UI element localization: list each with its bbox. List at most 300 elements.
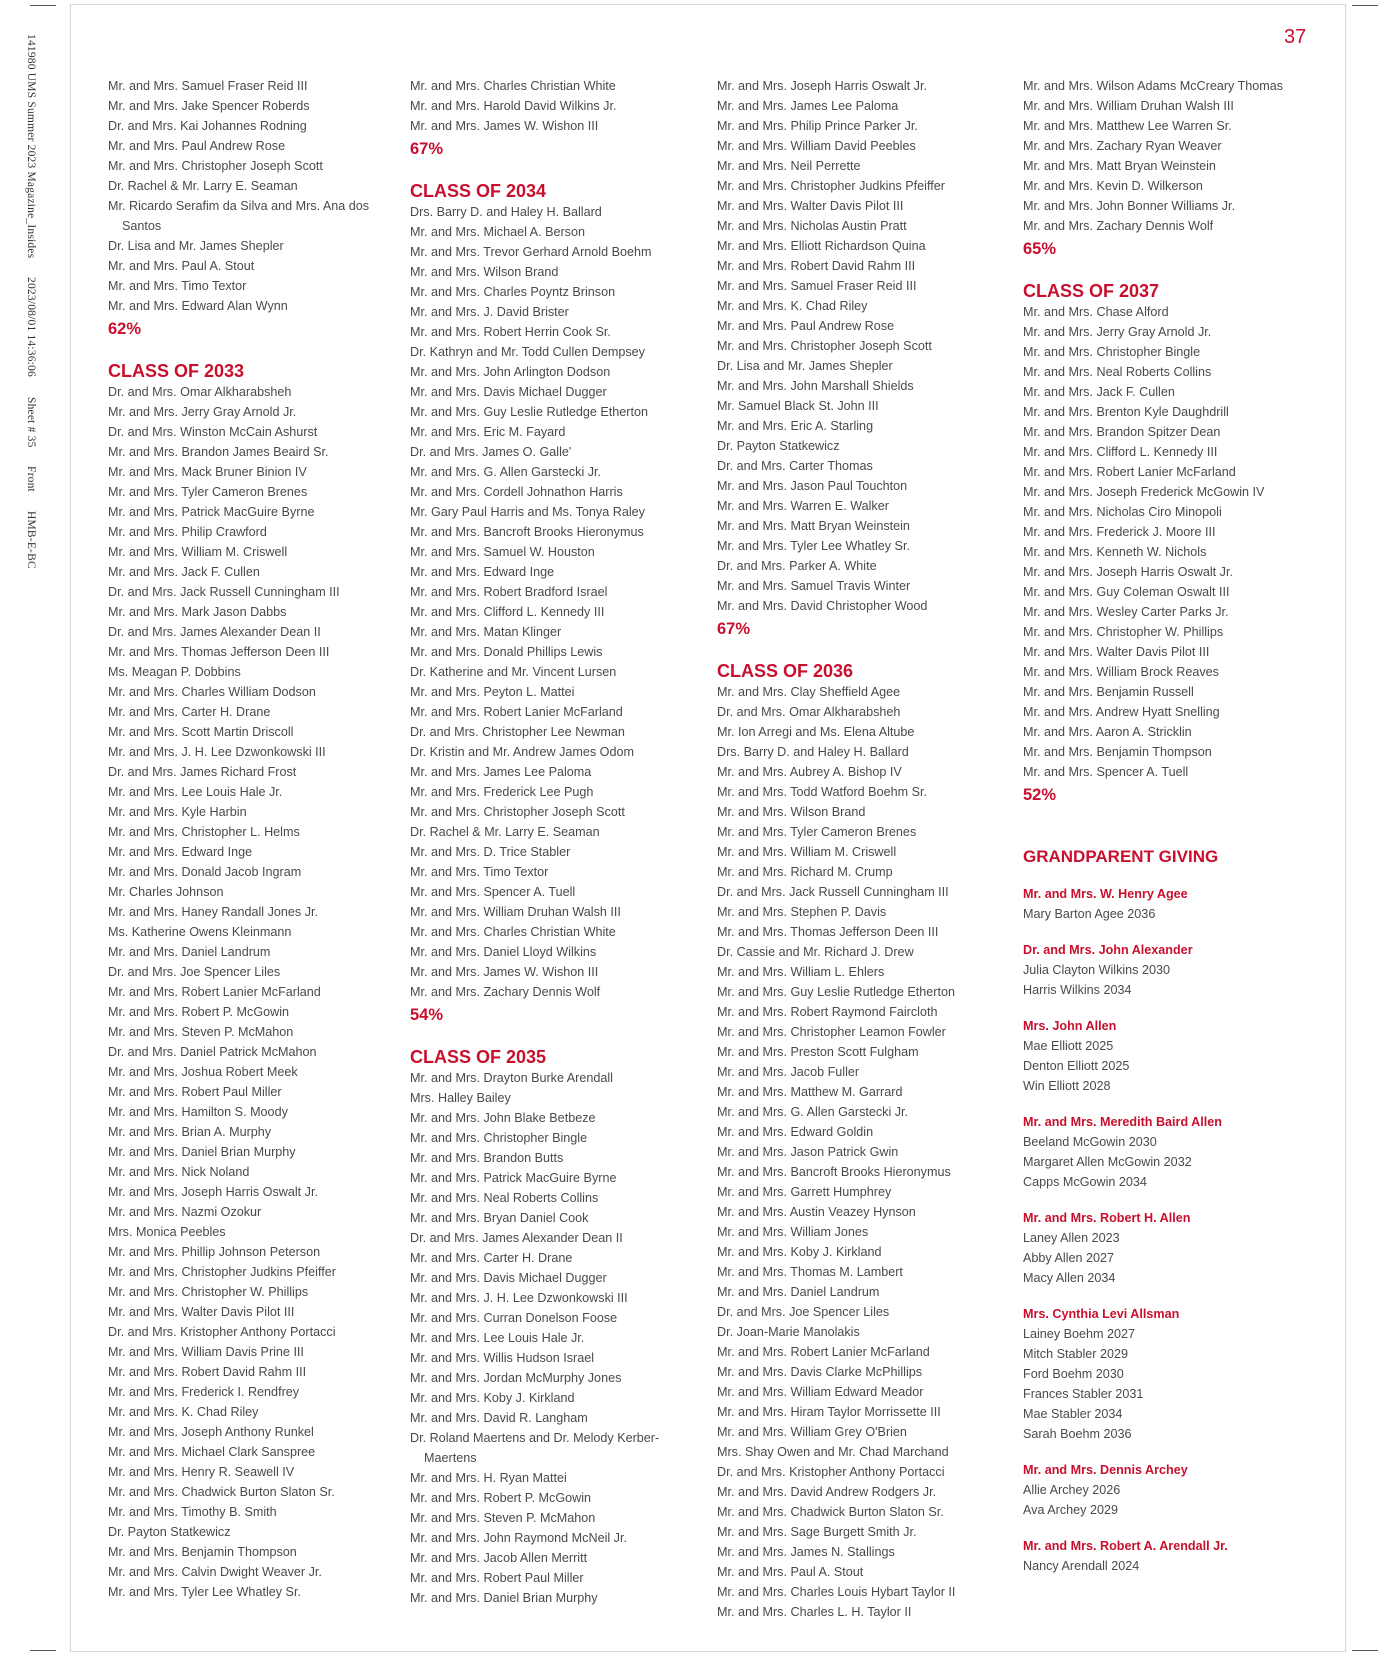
- list-item: Mr. and Mrs. Kenneth W. Nichols: [1023, 545, 1207, 559]
- list-item: Dr. and Mrs. Omar Alkharabsheh: [108, 385, 292, 399]
- grandchild-name: Ford Boehm 2030: [1023, 1367, 1124, 1381]
- list-item: Mr. and Mrs. Scott Martin Driscoll: [108, 725, 294, 739]
- list-item: Dr. Joan-Marie Manolakis: [717, 1325, 860, 1339]
- slug-sheet: Sheet # 35: [25, 396, 37, 448]
- list-item: Mr. and Mrs. Wilson Brand: [717, 805, 866, 819]
- list-item: Mr. and Mrs. Guy Coleman Oswalt III: [1023, 585, 1230, 599]
- grandparent-donor: Mr. and Mrs. Robert A. Arendall Jr.: [1023, 1539, 1228, 1553]
- list-item: Mr. and Mrs. Warren E. Walker: [717, 499, 889, 513]
- crop-mark: [1352, 1650, 1378, 1651]
- list-item: Mr. and Mrs. Patrick MacGuire Byrne: [410, 1171, 617, 1185]
- list-item: Mr. and Mrs. Richard M. Crump: [717, 865, 893, 879]
- list-item: Mr. and Mrs. Brandon Spitzer Dean: [1023, 425, 1221, 439]
- list-item: Mr. and Mrs. Samuel Travis Winter: [717, 579, 911, 593]
- list-item: Mr. and Mrs. Samuel Fraser Reid III: [108, 79, 308, 93]
- name-list-2036: [717, 682, 1017, 1622]
- slug-side: Front: [25, 466, 37, 493]
- list-item: Mr. and Mrs. Trevor Gerhard Arnold Boehm: [410, 245, 652, 259]
- participation-percent: 67%: [410, 140, 444, 158]
- list-item: Mr. and Mrs. Spencer A. Tuell: [1023, 765, 1189, 779]
- grandparent-donor: Mr. and Mrs. Meredith Baird Allen: [1023, 1115, 1222, 1129]
- list-item: Mr. and Mrs. Paul Andrew Rose: [108, 139, 286, 153]
- list-item: Mr. and Mrs. Tyler Lee Whatley Sr.: [108, 1585, 301, 1599]
- list-item: Mr. and Mrs. Robert David Rahm III: [108, 1365, 307, 1379]
- grandchild-name: Macy Allen 2034: [1023, 1271, 1116, 1285]
- participation-percent: 65%: [1023, 240, 1057, 258]
- list-item: Dr. and Mrs. Jack Russell Cunningham III: [717, 885, 949, 899]
- list-item: Mr. and Mrs. Michael Clark Sanspree: [108, 1445, 316, 1459]
- list-item: Mr. and Mrs. Benjamin Thompson: [1023, 745, 1212, 759]
- name-list: [717, 76, 1017, 616]
- list-item: Mr. and Mrs. K. Chad Riley: [108, 1405, 259, 1419]
- list-item: Mr. and Mrs. Walter Davis Pilot III: [717, 199, 904, 213]
- list-item: Mr. and Mrs. Steven P. McMahon: [108, 1025, 294, 1039]
- grandparent-giving-heading: GRANDPARENT GIVING: [1023, 847, 1219, 866]
- list-item: Dr. Kristin and Mr. Andrew James Odom: [410, 745, 634, 759]
- list-item: Mr. and Mrs. Frederick I. Rendfrey: [108, 1385, 300, 1399]
- list-item: Mr. and Mrs. Charles William Dodson: [108, 685, 316, 699]
- list-item: Mr. and Mrs. Patrick MacGuire Byrne: [108, 505, 315, 519]
- list-item: Mr. and Mrs. Calvin Dwight Weaver Jr.: [108, 1565, 322, 1579]
- list-item: Mr. and Mrs. Joseph Harris Oswalt Jr.: [108, 1185, 318, 1199]
- list-item: Mr. Charles Johnson: [108, 885, 224, 899]
- grandparent-donor: Mrs. Cynthia Levi Allsman: [1023, 1307, 1180, 1321]
- list-item: Santos: [122, 219, 162, 233]
- list-item: Mr. and Mrs. Charles Christian White: [410, 79, 616, 93]
- list-item: Mr. and Mrs. Koby J. Kirkland: [717, 1245, 882, 1259]
- list-item: Mr. and Mrs. Wilson Brand: [410, 265, 559, 279]
- list-item: Mr. and Mrs. Carter H. Drane: [108, 705, 271, 719]
- list-item: Dr. Kathryn and Mr. Todd Cullen Dempsey: [410, 345, 645, 359]
- list-item: Mr. and Mrs. Drayton Burke Arendall: [410, 1071, 613, 1085]
- list-item: Mr. and Mrs. Mark Jason Dabbs: [108, 605, 287, 619]
- grandparent-entry: [1023, 1016, 1323, 1096]
- grandchild-name: Mary Barton Agee 2036: [1023, 907, 1156, 921]
- list-item: Mr. and Mrs. Elliott Richardson Quina: [717, 239, 926, 253]
- list-item: Maertens: [424, 1451, 477, 1465]
- list-item: Mr. and Mrs. Nicholas Ciro Minopoli: [1023, 505, 1222, 519]
- list-item: Mr. and Mrs. Robert Lanier McFarland: [717, 1345, 930, 1359]
- list-item: Mr. and Mrs. Hamilton S. Moody: [108, 1105, 288, 1119]
- list-item: Mr. and Mrs. Nazmi Ozokur: [108, 1205, 262, 1219]
- list-item: Mr. and Mrs. Davis Michael Dugger: [410, 385, 607, 399]
- list-item: Mr. and Mrs. Clifford L. Kennedy III: [410, 605, 605, 619]
- grandchild-name: Ava Archey 2029: [1023, 1503, 1118, 1517]
- list-item: Dr. Lisa and Mr. James Shepler: [108, 239, 284, 253]
- list-item: Mr. and Mrs. Christopher Judkins Pfeiffer: [717, 179, 945, 193]
- list-item: Dr. and Mrs. James Richard Frost: [108, 765, 297, 779]
- list-item: Mr. and Mrs. Jake Spencer Roberds: [108, 99, 310, 113]
- grandparent-donor: Dr. and Mrs. John Alexander: [1023, 943, 1193, 957]
- list-item: Mr. and Mrs. Joseph Harris Oswalt Jr.: [717, 79, 927, 93]
- grandparent-entry: [1023, 884, 1323, 924]
- list-item: Mr. and Mrs. Samuel Fraser Reid III: [717, 279, 917, 293]
- grandchild-name: Frances Stabler 2031: [1023, 1387, 1144, 1401]
- list-item: Dr. and Mrs. Daniel Patrick McMahon: [108, 1045, 317, 1059]
- list-item: Mr. and Mrs. Neal Roberts Collins: [1023, 365, 1212, 379]
- list-item: Mr. and Mrs. Bancroft Brooks Hieronymus: [717, 1165, 951, 1179]
- list-item: Mr. and Mrs. Frederick Lee Pugh: [410, 785, 594, 799]
- list-item: Dr. Rachel & Mr. Larry E. Seaman: [108, 179, 298, 193]
- list-item: Mr. and Mrs. Henry R. Seawell IV: [108, 1465, 295, 1479]
- list-item: Dr. Katherine and Mr. Vincent Lursen: [410, 665, 617, 679]
- list-item: Mr. and Mrs. Edward Inge: [108, 845, 253, 859]
- list-item: Mr. and Mrs. Chase Alford: [1023, 305, 1169, 319]
- list-item: Mr. and Mrs. Kyle Harbin: [108, 805, 247, 819]
- list-item: Mr. and Mrs. G. Allen Garstecki Jr.: [717, 1105, 909, 1119]
- list-item: Dr. Lisa and Mr. James Shepler: [717, 359, 893, 373]
- list-item: Mr. and Mrs. Philip Prince Parker Jr.: [717, 119, 918, 133]
- list-item: Mr. and Mrs. Michael A. Berson: [410, 225, 585, 239]
- page-number: 37: [1284, 26, 1307, 48]
- list-item: Mr. and Mrs. Wilson Adams McCreary Thomas: [1023, 79, 1284, 93]
- list-item: Mrs. Halley Bailey: [410, 1091, 511, 1105]
- crop-mark: [30, 1650, 56, 1651]
- slug-code: HMB-E-BC: [25, 511, 37, 569]
- class-heading-2036: CLASS OF 2036: [717, 661, 854, 681]
- list-item: Mr. and Mrs. Bancroft Brooks Hieronymus: [410, 525, 644, 539]
- list-item: Mr. and Mrs. Matt Bryan Weinstein: [1023, 159, 1216, 173]
- list-item: Mr. and Mrs. Timo Textor: [108, 279, 247, 293]
- list-item: Mr. and Mrs. James W. Wishon III: [410, 119, 599, 133]
- list-item: Mr. and Mrs. Daniel Brian Murphy: [108, 1145, 296, 1159]
- list-item: Mr. and Mrs. Philip Crawford: [108, 525, 267, 539]
- list-item: Mr. and Mrs. Christopher Leamon Fowler: [717, 1025, 946, 1039]
- grandchild-name: Harris Wilkins 2034: [1023, 983, 1132, 997]
- list-item: Dr. and Mrs. Kristopher Anthony Portacci: [717, 1465, 945, 1479]
- list-item: Mr. and Mrs. Christopher Joseph Scott: [410, 805, 625, 819]
- list-item: Mr. and Mrs. Thomas Jefferson Deen III: [717, 925, 939, 939]
- list-item: Dr. and Mrs. Kristopher Anthony Portacci: [108, 1325, 336, 1339]
- list-item: Mr. Ricardo Serafim da Silva and Mrs. Ana dos: [108, 199, 370, 213]
- list-item: Mr. and Mrs. Daniel Landrum: [108, 945, 271, 959]
- list-item: Mr. and Mrs. James Lee Paloma: [410, 765, 592, 779]
- grandparent-entry: [1023, 1536, 1323, 1576]
- list-item: Mr. and Mrs. William David Peebles: [717, 139, 916, 153]
- grandchild-name: Allie Archey 2026: [1023, 1483, 1121, 1497]
- slug-timestamp: 2023/08/01 14:36:06: [25, 277, 37, 378]
- list-item: Mr. and Mrs. Frederick J. Moore III: [1023, 525, 1216, 539]
- list-item: Dr. and Mrs. James Alexander Dean II: [108, 625, 321, 639]
- list-item: Mr. and Mrs. David Andrew Rodgers Jr.: [717, 1485, 937, 1499]
- list-item: Dr. and Mrs. James O. Galle': [410, 445, 572, 459]
- name-list: [410, 76, 710, 136]
- list-item: Mr. and Mrs. Jerry Gray Arnold Jr.: [1023, 325, 1212, 339]
- list-item: Mr. and Mrs. Jason Paul Touchton: [717, 479, 908, 493]
- list-item: Mr. and Mrs. John Bonner Williams Jr.: [1023, 199, 1236, 213]
- list-item: Mrs. Monica Peebles: [108, 1225, 226, 1239]
- list-item: Mr. and Mrs. Jacob Fuller: [717, 1065, 860, 1079]
- list-item: Mr. and Mrs. Clay Sheffield Agee: [717, 685, 901, 699]
- list-item: Mr. and Mrs. Jacob Allen Merritt: [410, 1551, 588, 1565]
- list-item: Mr. and Mrs. Aubrey A. Bishop IV: [717, 765, 902, 779]
- list-item: Mr. and Mrs. Timo Textor: [410, 865, 549, 879]
- list-item: Mr. and Mrs. Andrew Hyatt Snelling: [1023, 705, 1220, 719]
- list-item: Mr. and Mrs. Nicholas Austin Pratt: [717, 219, 907, 233]
- print-slug: [15, 34, 37, 594]
- list-item: Mr. and Mrs. Carter H. Drane: [410, 1251, 573, 1265]
- participation-percent: 62%: [108, 320, 142, 338]
- name-list-2035: [410, 1068, 710, 1608]
- list-item: Dr. Payton Statkewicz: [717, 439, 840, 453]
- list-item: Mr. and Mrs. Guy Leslie Rutledge Etherton: [410, 405, 648, 419]
- participation-percent: 52%: [1023, 786, 1057, 804]
- list-item: Mr. and Mrs. Hiram Taylor Morrissette III: [717, 1405, 941, 1419]
- list-item: Mr. and Mrs. Zachary Dennis Wolf: [410, 985, 601, 999]
- list-item: Mr. and Mrs. Matt Bryan Weinstein: [717, 519, 910, 533]
- list-item: Mr. and Mrs. Tyler Lee Whatley Sr.: [717, 539, 910, 553]
- column-2: [410, 76, 710, 1608]
- list-item: Ms. Katherine Owens Kleinmann: [108, 925, 292, 939]
- list-item: Mr. and Mrs. Christopher W. Phillips: [108, 1285, 309, 1299]
- list-item: Mr. and Mrs. Lee Louis Hale Jr.: [108, 785, 283, 799]
- list-item: Mr. and Mrs. John Blake Betbeze: [410, 1111, 596, 1125]
- list-item: Mr. and Mrs. Jack F. Cullen: [1023, 385, 1175, 399]
- list-item: Mr. and Mrs. Walter Davis Pilot III: [1023, 645, 1210, 659]
- list-item: Mr. and Mrs. William L. Ehlers: [717, 965, 885, 979]
- list-item: Mr. and Mrs. Clifford L. Kennedy III: [1023, 445, 1218, 459]
- grandchild-name: Mae Stabler 2034: [1023, 1407, 1123, 1421]
- grandchild-name: Julia Clayton Wilkins 2030: [1023, 963, 1170, 977]
- list-item: Mr. and Mrs. Robert Lanier McFarland: [108, 985, 321, 999]
- list-item: Mr. and Mrs. Christopher W. Phillips: [1023, 625, 1224, 639]
- slug-job: 141980 UMS Summer 2023 Magazine_Insides: [25, 34, 37, 259]
- list-item: Mr. and Mrs. Thomas Jefferson Deen III: [108, 645, 330, 659]
- list-item: Mr. and Mrs. Koby J. Kirkland: [410, 1391, 575, 1405]
- list-item: Mr. and Mrs. K. Chad Riley: [717, 299, 868, 313]
- list-item: Mr. and Mrs. Matthew M. Garrard: [717, 1085, 903, 1099]
- list-item: Mr. and Mrs. Robert Paul Miller: [410, 1571, 584, 1585]
- list-item: Mr. and Mrs. Tyler Cameron Brenes: [717, 825, 917, 839]
- list-item: Mr. and Mrs. Joseph Anthony Runkel: [108, 1425, 314, 1439]
- list-item: Dr. and Mrs. Parker A. White: [717, 559, 877, 573]
- grandchild-name: Denton Elliott 2025: [1023, 1059, 1130, 1073]
- list-item: Mr. and Mrs. Brandon Butts: [410, 1151, 564, 1165]
- list-item: Mr. and Mrs. Robert Lanier McFarland: [410, 705, 623, 719]
- grandchild-name: Capps McGowin 2034: [1023, 1175, 1147, 1189]
- list-item: Mr. and Mrs. James N. Stallings: [717, 1545, 895, 1559]
- list-item: Mr. and Mrs. Christopher L. Helms: [108, 825, 300, 839]
- list-item: Mr. and Mrs. Austin Veazey Hynson: [717, 1205, 916, 1219]
- list-item: Dr. and Mrs. Christopher Lee Newman: [410, 725, 625, 739]
- list-item: Mr. and Mrs. Robert Herrin Cook Sr.: [410, 325, 611, 339]
- grandchild-name: Margaret Allen McGowin 2032: [1023, 1155, 1192, 1169]
- list-item: Mr. and Mrs. Eric A. Starling: [717, 419, 874, 433]
- list-item: Dr. Roland Maertens and Dr. Melody Kerber-: [410, 1431, 660, 1445]
- list-item: Mr. and Mrs. Robert Lanier McFarland: [1023, 465, 1236, 479]
- list-item: Mr. and Mrs. Robert Bradford Israel: [410, 585, 608, 599]
- list-item: Mr. and Mrs. Donald Jacob Ingram: [108, 865, 302, 879]
- list-item: Mr. and Mrs. Steven P. McMahon: [410, 1511, 596, 1525]
- list-item: Mr. and Mrs. Benjamin Russell: [1023, 685, 1194, 699]
- list-item: Mr. and Mrs. Jason Patrick Gwin: [717, 1145, 899, 1159]
- list-item: Mr. and Mrs. Garrett Humphrey: [717, 1185, 892, 1199]
- list-item: Mr. and Mrs. John Raymond McNeil Jr.: [410, 1531, 627, 1545]
- list-item: Mr. and Mrs. Matthew Lee Warren Sr.: [1023, 119, 1232, 133]
- list-item: Dr. Payton Statkewicz: [108, 1525, 231, 1539]
- list-item: Mr. and Mrs. Willis Hudson Israel: [410, 1351, 595, 1365]
- list-item: Dr. Rachel & Mr. Larry E. Seaman: [410, 825, 600, 839]
- grandparent-entry: [1023, 1304, 1323, 1444]
- list-item: Mr. and Mrs. James W. Wishon III: [410, 965, 599, 979]
- list-item: Mr. and Mrs. William M. Criswell: [717, 845, 897, 859]
- list-item: Ms. Meagan P. Dobbins: [108, 665, 241, 679]
- list-item: Mr. and Mrs. Bryan Daniel Cook: [410, 1211, 589, 1225]
- list-item: Mr. and Mrs. Brian A. Murphy: [108, 1125, 272, 1139]
- list-item: Mr. and Mrs. Paul A. Stout: [717, 1565, 864, 1579]
- list-item: Mr. and Mrs. Stephen P. Davis: [717, 905, 887, 919]
- class-heading-2033: CLASS OF 2033: [108, 361, 245, 381]
- list-item: Drs. Barry D. and Haley H. Ballard: [410, 205, 602, 219]
- list-item: Mr. and Mrs. Phillip Johnson Peterson: [108, 1245, 321, 1259]
- grandchild-name: Lainey Boehm 2027: [1023, 1327, 1136, 1341]
- column-3: [717, 76, 1017, 1622]
- list-item: Mr. and Mrs. Edward Goldin: [717, 1125, 874, 1139]
- grandparent-entry: [1023, 940, 1323, 1000]
- list-item: Mr. and Mrs. Peyton L. Mattei: [410, 685, 575, 699]
- list-item: Mr. and Mrs. Lee Louis Hale Jr.: [410, 1331, 585, 1345]
- list-item: Mr. and Mrs. Joseph Harris Oswalt Jr.: [1023, 565, 1233, 579]
- list-item: Mr. and Mrs. Donald Phillips Lewis: [410, 645, 603, 659]
- list-item: Mr. and Mrs. Joshua Robert Meek: [108, 1065, 298, 1079]
- list-item: Mr. and Mrs. William Brock Reaves: [1023, 665, 1219, 679]
- list-item: Mr. and Mrs. J. H. Lee Dzwonkowski III: [410, 1291, 628, 1305]
- list-item: Mr. and Mrs. Eric M. Fayard: [410, 425, 566, 439]
- name-list: [1023, 76, 1323, 236]
- list-item: Mr. and Mrs. G. Allen Garstecki Jr.: [410, 465, 602, 479]
- list-item: Mr. and Mrs. William Davis Prine III: [108, 1345, 304, 1359]
- list-item: Mr. and Mrs. Christopher Bingle: [1023, 345, 1201, 359]
- list-item: Mr. and Mrs. Matan Klinger: [410, 625, 562, 639]
- list-item: Mr. and Mrs. Zachary Ryan Weaver: [1023, 139, 1222, 153]
- list-item: Mr. Ion Arregi and Ms. Elena Altube: [717, 725, 915, 739]
- list-item: Mr. and Mrs. Thomas M. Lambert: [717, 1265, 903, 1279]
- grandparent-donor: Mr. and Mrs. Robert H. Allen: [1023, 1211, 1191, 1225]
- list-item: Mr. and Mrs. Jordan McMurphy Jones: [410, 1371, 622, 1385]
- list-item: Mr. and Mrs. William M. Criswell: [108, 545, 288, 559]
- crop-mark: [30, 5, 56, 6]
- list-item: Dr. and Mrs. Omar Alkharabsheh: [717, 705, 901, 719]
- list-item: Mr. and Mrs. J. H. Lee Dzwonkowski III: [108, 745, 326, 759]
- list-item: Mr. and Mrs. Christopher Joseph Scott: [108, 159, 323, 173]
- list-item: Mr. and Mrs. Todd Watford Boehm Sr.: [717, 785, 927, 799]
- list-item: Mr. and Mrs. William Edward Meador: [717, 1385, 924, 1399]
- list-item: Mr. and Mrs. Haney Randall Jones Jr.: [108, 905, 318, 919]
- list-item: Mr. and Mrs. Preston Scott Fulgham: [717, 1045, 919, 1059]
- list-item: Mr. and Mrs. Charles Poyntz Brinson: [410, 285, 616, 299]
- list-item: Mr. and Mrs. Robert Raymond Faircloth: [717, 1005, 938, 1019]
- list-item: Mr. and Mrs. John Arlington Dodson: [410, 365, 611, 379]
- list-item: Mr. and Mrs. Timothy B. Smith: [108, 1505, 277, 1519]
- list-item: Mr. and Mrs. William Druhan Walsh III: [410, 905, 621, 919]
- list-item: Mr. and Mrs. Paul A. Stout: [108, 259, 255, 273]
- grandchild-name: Beeland McGowin 2030: [1023, 1135, 1157, 1149]
- name-list-2034: [410, 202, 710, 1002]
- list-item: Mr. and Mrs. Neil Perrette: [717, 159, 861, 173]
- list-item: Mr. and Mrs. Curran Donelson Foose: [410, 1311, 618, 1325]
- grandparent-entry: [1023, 1112, 1323, 1192]
- list-item: Mr. and Mrs. J. David Brister: [410, 305, 569, 319]
- grandchild-name: Mitch Stabler 2029: [1023, 1347, 1129, 1361]
- grandchild-name: Win Elliott 2028: [1023, 1079, 1111, 1093]
- list-item: Mr. and Mrs. Aaron A. Stricklin: [1023, 725, 1192, 739]
- list-item: Mr. and Mrs. James Lee Paloma: [717, 99, 899, 113]
- list-item: Mr. Samuel Black St. John III: [717, 399, 879, 413]
- list-item: Dr. and Mrs. Jack Russell Cunningham III: [108, 585, 340, 599]
- list-item: Mr. and Mrs. Nick Noland: [108, 1165, 250, 1179]
- list-item: Mr. and Mrs. David Christopher Wood: [717, 599, 928, 613]
- list-item: Mr. and Mrs. Harold David Wilkins Jr.: [410, 99, 617, 113]
- list-item: Mr. and Mrs. Christopher Joseph Scott: [717, 339, 932, 353]
- list-item: Drs. Barry D. and Haley H. Ballard: [717, 745, 909, 759]
- list-item: Mr. and Mrs. Neal Roberts Collins: [410, 1191, 599, 1205]
- list-item: Mr. and Mrs. D. Trice Stabler: [410, 845, 571, 859]
- list-item: Mr. and Mrs. Robert P. McGowin: [108, 1005, 290, 1019]
- list-item: Mr. and Mrs. Kevin D. Wilkerson: [1023, 179, 1203, 193]
- list-item: Mr. and Mrs. Chadwick Burton Slaton Sr.: [717, 1505, 944, 1519]
- list-item: Mr. and Mrs. Charles Christian White: [410, 925, 616, 939]
- list-item: Mr. and Mrs. William Druhan Walsh III: [1023, 99, 1234, 113]
- list-item: Mr. and Mrs. Samuel W. Houston: [410, 545, 595, 559]
- name-list-2037: [1023, 302, 1323, 782]
- grandchild-name: Nancy Arendall 2024: [1023, 1559, 1140, 1573]
- list-item: Mr. and Mrs. Charles L. H. Taylor II: [717, 1605, 912, 1619]
- list-item: Mr. and Mrs. Daniel Lloyd Wilkins: [410, 945, 597, 959]
- list-item: Mr. and Mrs. Christopher Bingle: [410, 1131, 588, 1145]
- crop-mark: [1352, 5, 1378, 6]
- grandchild-name: Abby Allen 2027: [1023, 1251, 1115, 1265]
- list-item: Mr. and Mrs. Robert David Rahm III: [717, 259, 916, 273]
- grandparent-list: [1023, 884, 1323, 1576]
- list-item: Mr. and Mrs. Robert P. McGowin: [410, 1491, 592, 1505]
- list-item: Mr. and Mrs. David R. Langham: [410, 1411, 588, 1425]
- class-heading-2034: CLASS OF 2034: [410, 181, 547, 201]
- list-item: Dr. Cassie and Mr. Richard J. Drew: [717, 945, 914, 959]
- list-item: Mr. and Mrs. Zachary Dennis Wolf: [1023, 219, 1214, 233]
- grandchild-name: Sarah Boehm 2036: [1023, 1427, 1132, 1441]
- list-item: Dr. and Mrs. Carter Thomas: [717, 459, 873, 473]
- list-item: Mr. Gary Paul Harris and Ms. Tonya Raley: [410, 505, 645, 519]
- column-4: [1023, 76, 1323, 1576]
- grandparent-donor: Mrs. John Allen: [1023, 1019, 1117, 1033]
- list-item: Mr. and Mrs. Daniel Landrum: [717, 1285, 880, 1299]
- list-item: Mr. and Mrs. Davis Clarke McPhillips: [717, 1365, 923, 1379]
- list-item: Mr. and Mrs. Cordell Johnathon Harris: [410, 485, 623, 499]
- list-item: Mr. and Mrs. Robert Paul Miller: [108, 1085, 282, 1099]
- list-item: Mrs. Shay Owen and Mr. Chad Marchand: [717, 1445, 949, 1459]
- list-item: Mr. and Mrs. William Jones: [717, 1225, 869, 1239]
- list-item: Dr. and Mrs. Joe Spencer Liles: [717, 1305, 890, 1319]
- list-item: Mr. and Mrs. Charles Louis Hybart Taylor II: [717, 1585, 956, 1599]
- list-item: Mr. and Mrs. Jerry Gray Arnold Jr.: [108, 405, 297, 419]
- column-1: [108, 76, 398, 1602]
- list-item: Mr. and Mrs. H. Ryan Mattei: [410, 1471, 567, 1485]
- list-item: Mr. and Mrs. Edward Inge: [410, 565, 555, 579]
- name-list: [108, 76, 398, 316]
- grandparent-donor: Mr. and Mrs. W. Henry Agee: [1023, 887, 1188, 901]
- list-item: Mr. and Mrs. Tyler Cameron Brenes: [108, 485, 308, 499]
- list-item: Mr. and Mrs. William Grey O'Brien: [717, 1425, 907, 1439]
- name-list-2033: [108, 382, 398, 1602]
- list-item: Mr. and Mrs. Guy Leslie Rutledge Etherton: [717, 985, 955, 999]
- list-item: Mr. and Mrs. Brandon James Beaird Sr.: [108, 445, 329, 459]
- list-item: Mr. and Mrs. Joseph Frederick McGowin IV: [1023, 485, 1265, 499]
- list-item: Mr. and Mrs. Sage Burgett Smith Jr.: [717, 1525, 917, 1539]
- list-item: Mr. and Mrs. Spencer A. Tuell: [410, 885, 576, 899]
- list-item: Mr. and Mrs. Davis Michael Dugger: [410, 1271, 607, 1285]
- list-item: Mr. and Mrs. Paul Andrew Rose: [717, 319, 895, 333]
- list-item: Dr. and Mrs. Joe Spencer Liles: [108, 965, 281, 979]
